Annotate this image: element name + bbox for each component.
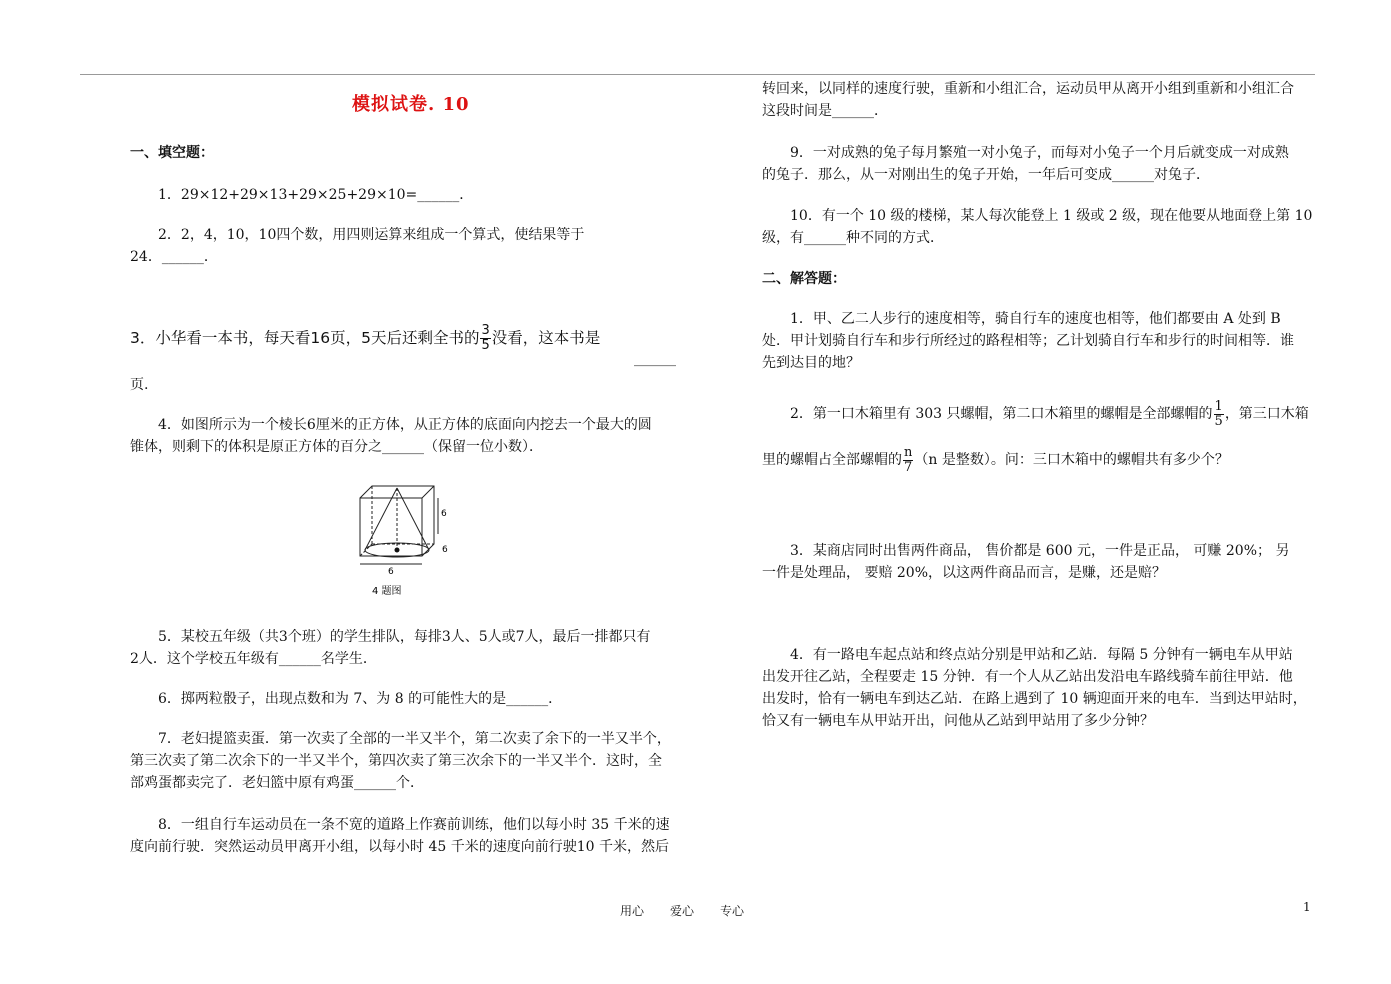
answer-2-text-a: 2．第一口木箱里有 303 只螺帽，第二口木箱里的螺帽是全部螺帽的: [790, 406, 1213, 422]
fig-label-height: 6: [441, 509, 447, 519]
question-5-line-2: 2人．这个学校五年级有______名学生．: [130, 651, 377, 667]
answer-2-line-1: [790, 392, 1309, 436]
section-fill-in-heading: 一、填空题：: [130, 145, 214, 161]
question-7-line-3: 部鸡蛋都卖完了．老妇篮中原有鸡蛋______个．: [130, 775, 424, 791]
question-2-line-2: 24．______．: [130, 249, 218, 265]
page-title: 模拟试卷. 10: [352, 94, 470, 115]
answer-3-line-1: 3．某商店同时出售两件商品， 售价都是 600 元，一件是正品， 可赚 20%； 另: [790, 543, 1290, 559]
question-9-line-1: 9．一对成熟的兔子每月繁殖一对小兔子，而每对小兔子一个月后就变成一对成熟: [790, 145, 1289, 161]
fraction-numerator: n: [904, 444, 913, 460]
question-4-line-1: 4．如图所示为一个棱长6厘米的正方体，从正方体的底面向内挖去一个最大的圆: [158, 417, 652, 433]
answer-1-line-2: 处．甲计划骑自行车和步行所经过的路程相等；乙计划骑自行车和步行的时间相等．谁: [762, 333, 1294, 349]
footer-label-1: 用心: [620, 904, 645, 918]
question-3-fraction: [480, 324, 490, 353]
question-3-text-b: 没看，这本书是: [491, 329, 601, 347]
question-5-line-1: 5．某校五年级（共3个班）的学生排队，每排3人、5人或7人，最后一排都只有: [158, 629, 651, 645]
cone-center-dot: [395, 548, 400, 553]
answer-4-line-3: 出发时，恰有一辆电车到达乙站．在路上遇到了 10 辆迎面开来的电车．当到达甲站时，: [762, 691, 1307, 707]
question-6: 6．掷两粒骰子，出现点数和为 7、为 8 的可能性大的是______．: [158, 691, 563, 707]
fraction-numerator: 3: [481, 323, 490, 338]
question-10-line-1: 10．有一个 10 级的楼梯，某人每次能登上 1 级或 2 级，现在他要从地面登上第 10: [790, 208, 1313, 224]
question-8-line-4: 这段时间是______．: [762, 103, 888, 119]
question-2-line-1: 2．2，4，10，10四个数，用四则运算来组成一个算式，使结果等于: [158, 227, 585, 243]
cube-edge: [422, 486, 434, 498]
fig-label-depth: 6: [442, 545, 448, 555]
answer-2-fraction-2: [903, 446, 913, 475]
footer-label-3: 专心: [720, 904, 745, 918]
fraction-denominator: 7: [904, 459, 913, 475]
page-number: 1: [1303, 900, 1311, 914]
fig-caption: 4 题图: [372, 586, 402, 597]
header-rule: [80, 74, 1315, 75]
question-9-line-2: 的兔子．那么，从一对刚出生的兔子开始，一年后可变成______对兔子．: [762, 167, 1210, 183]
fraction-denominator: 5: [1214, 413, 1223, 429]
cone-side: [365, 488, 397, 550]
fig-label-width: 6: [388, 567, 394, 577]
question-7-line-1: 7．老妇提篮卖蛋．第一次卖了全部的一半又半个，第二次卖了余下的一半又半个，: [158, 731, 671, 747]
answer-3-line-2: 一件是处理品， 要赔 20%，以这两件商品而言，是赚，还是赔？: [762, 565, 1167, 581]
question-8-line-1: 8．一组自行车运动员在一条不宽的道路上作赛前训练，他们以每小时 35 千米的速: [158, 817, 670, 833]
question-8-line-2: 度向前行驶．突然运动员甲离开小组，以每小时 45 千米的速度向前行驶10 千米，然后: [130, 839, 669, 855]
answer-2-fraction-1: [1214, 400, 1224, 429]
cube-cone-figure: [352, 480, 462, 600]
question-8-line-3: 转回来，以同样的速度行驶，重新和小组汇合，运动员甲从离开小组到重新和小组汇合: [762, 81, 1294, 97]
fraction-denominator: 5: [481, 338, 490, 353]
question-7-line-2: 第三次卖了第二次余下的一半又半个，第四次卖了第三次余下的一半又半个．这时，全: [130, 753, 662, 769]
question-1: 1．29×12+29×13+29×25+29×10=______．: [158, 187, 474, 203]
question-10-line-2: 级，有______种不同的方式．: [762, 230, 944, 246]
answer-1-line-1: 1．甲、乙二人步行的速度相等，骑自行车的速度也相等，他们都要由 A 处到 B: [790, 311, 1281, 327]
fraction-numerator: 1: [1214, 398, 1223, 414]
section-answer-heading: 二、解答题：: [762, 271, 846, 287]
question-3-blank: ______: [634, 351, 676, 367]
question-4-line-2: 锥体，则剩下的体积是原正方体的百分之______（保留一位小数）．: [130, 439, 543, 455]
question-3-text-a: 3．小华看一本书，每天看16页，5天后还剩全书的: [130, 329, 480, 347]
cone-side: [397, 488, 429, 550]
footer-label-2: 爱心: [670, 904, 695, 918]
answer-1-line-3: 先到达目的地？: [762, 355, 860, 371]
answer-4-line-1: 4．有一路电车起点站和终点站分别是甲站和乙站．每隔 5 分钟有一辆电车从甲站: [790, 647, 1293, 663]
question-3-line-2: 页.: [130, 377, 149, 393]
question-3-line-1: [130, 318, 600, 358]
answer-2-line-2: [762, 438, 1229, 482]
answer-2-text-c: 里的螺帽占全部螺帽的: [762, 452, 902, 468]
answer-4-line-4: 恰又有一辆电车从甲站开出，问他从乙站到甲站用了多少分钟？: [762, 713, 1154, 729]
answer-4-line-2: 出发开往乙站，全程要走 15 分钟．有一个人从乙站出发沿电车路线骑车前往甲站．他: [762, 669, 1293, 685]
answer-2-text-b: ，第三口木箱: [1224, 406, 1309, 422]
answer-2-text-d: （n 是整数）。问：三口木箱中的螺帽共有多少个？: [914, 452, 1229, 468]
